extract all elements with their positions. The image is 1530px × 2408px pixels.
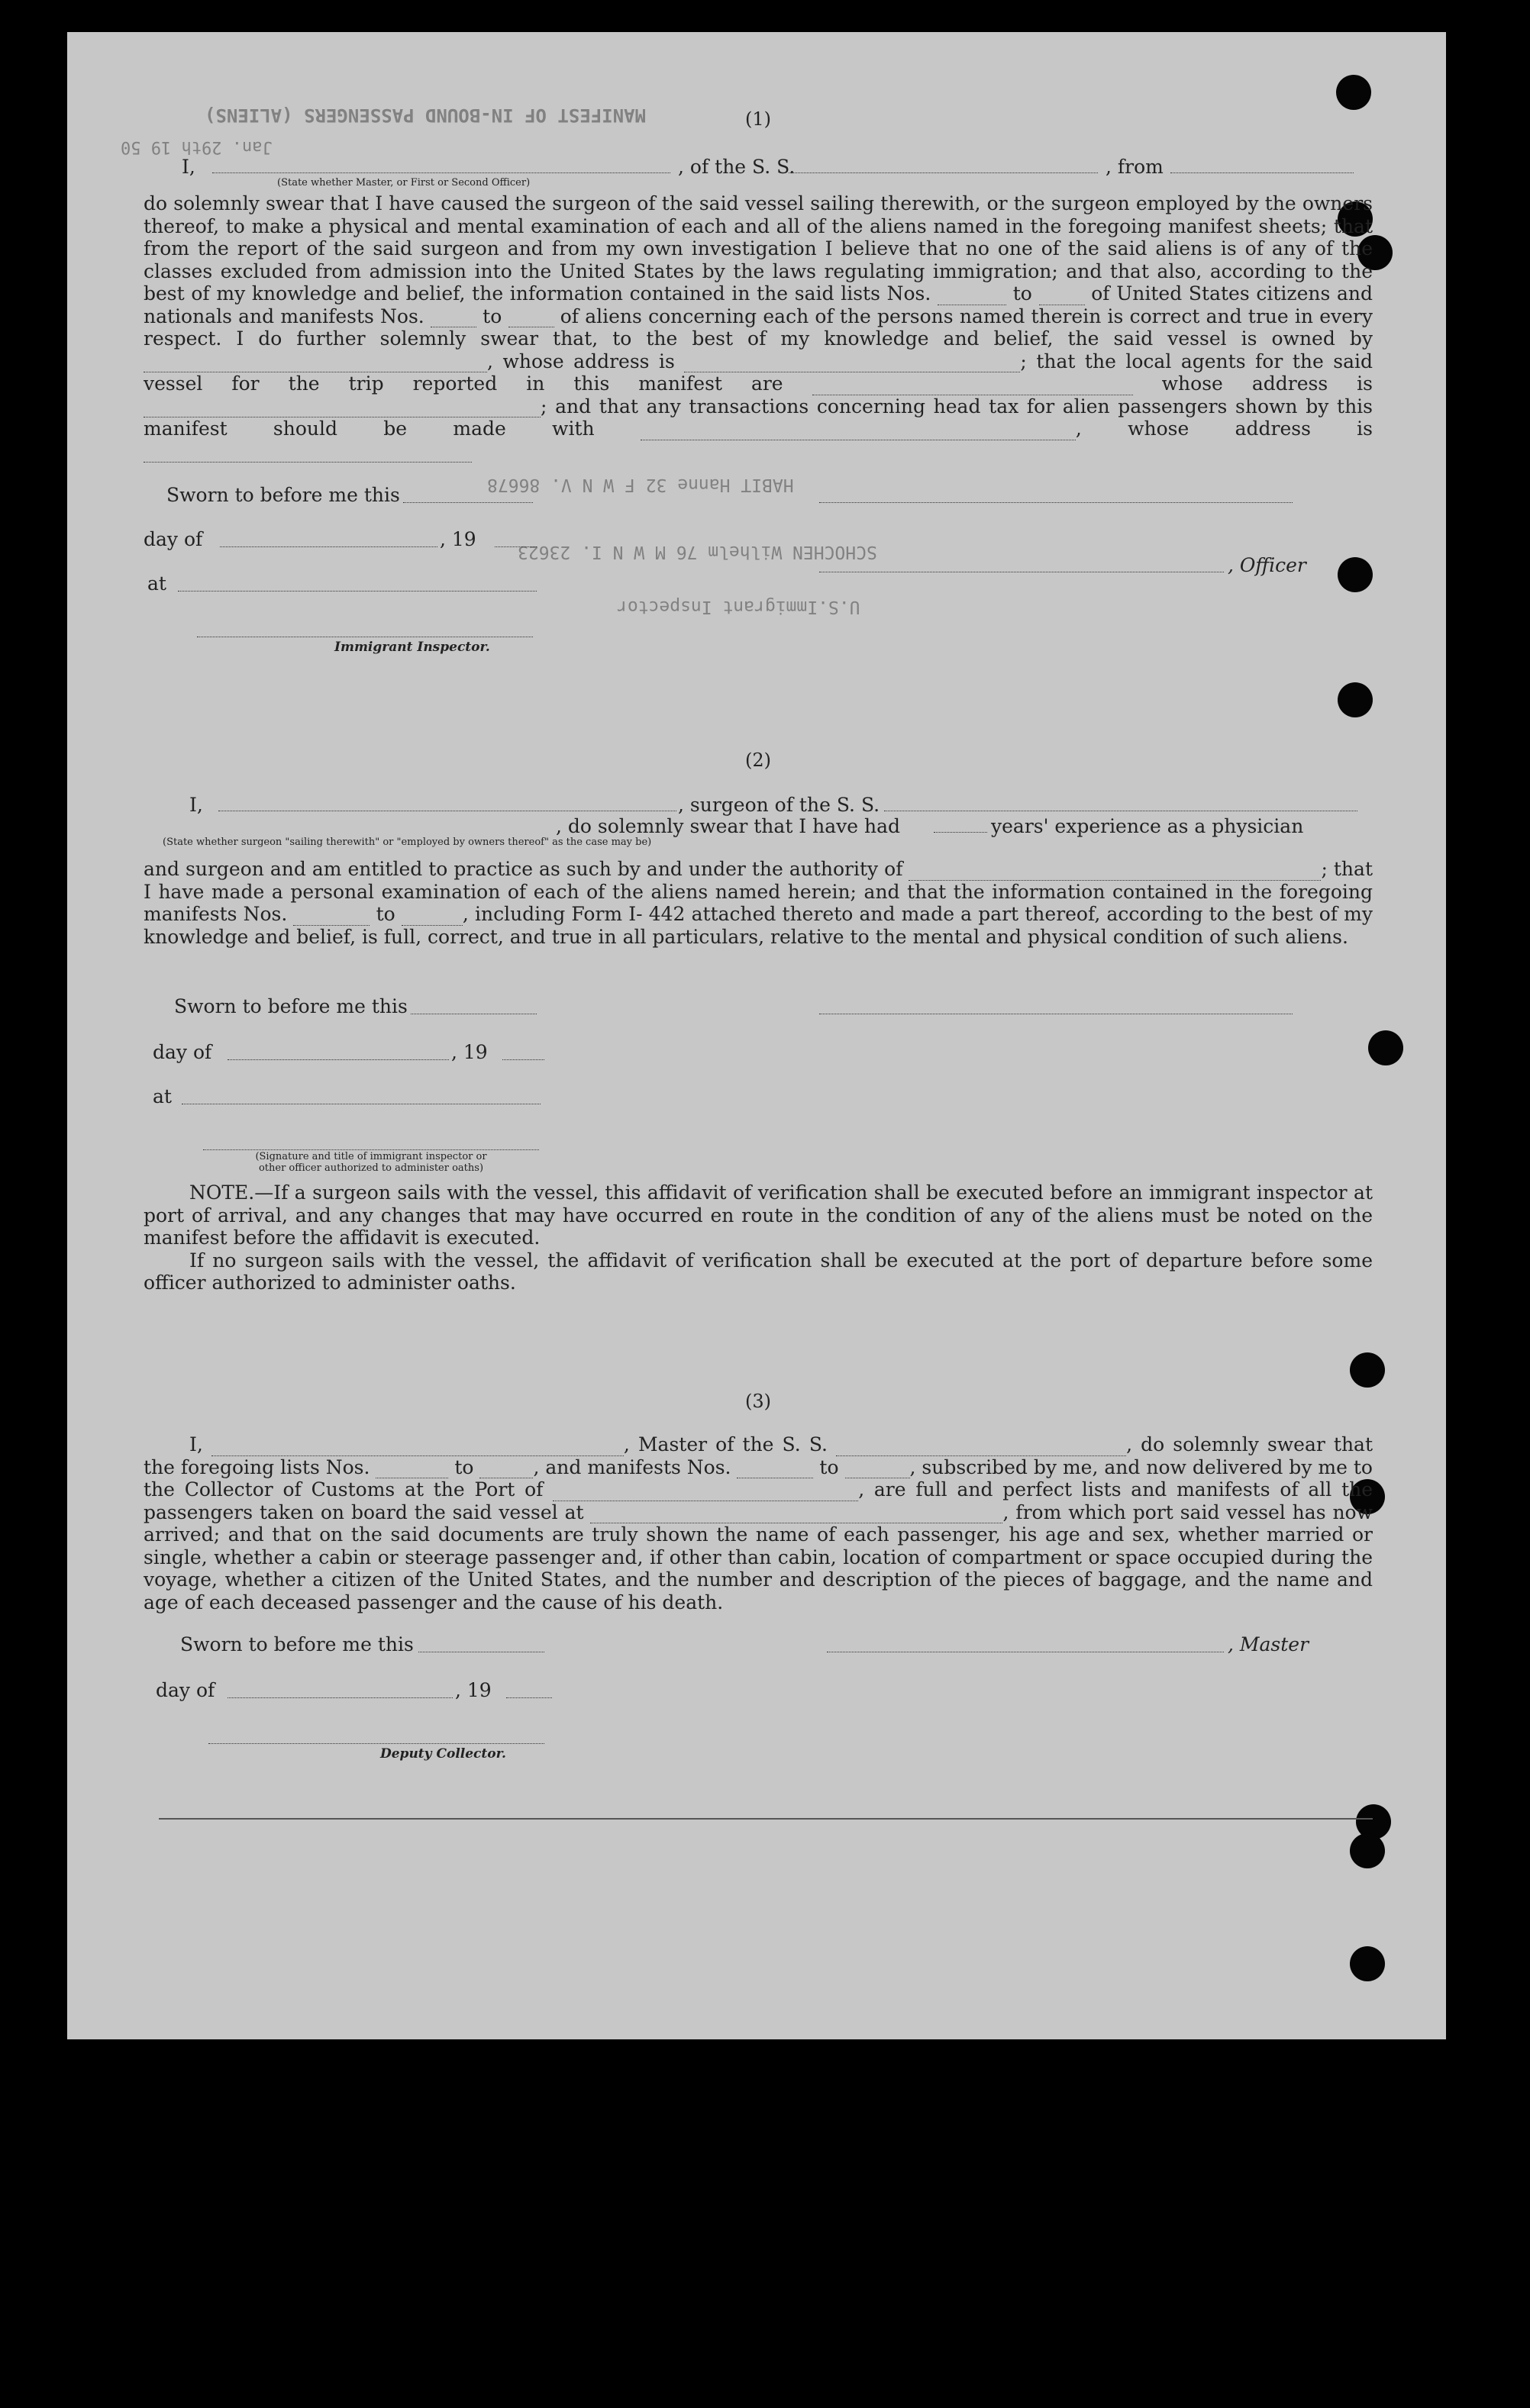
master-lists-to-field[interactable] — [479, 1461, 533, 1478]
master-signature-field[interactable] — [827, 1650, 1224, 1652]
master-manifests-to-field[interactable] — [845, 1461, 910, 1478]
section-2-text-a: and surgeon and am entitled to practice as such by and under the authority of — [144, 858, 903, 880]
port-field[interactable] — [553, 1484, 858, 1501]
manifest-page — [67, 32, 1446, 2039]
manifest-from-field[interactable] — [431, 310, 476, 327]
note-text-2: If no surgeon sails with the vessel, the affidavit of verification shall be executed at the port of departure before some officer authorized to administer oaths. — [144, 1249, 1373, 1294]
do-solemnly-label: , do solemnly — [1126, 1433, 1259, 1455]
to-label: to — [454, 1455, 474, 1478]
day-of-label-2: day of — [153, 1041, 212, 1063]
punch-hole — [1350, 1946, 1385, 1981]
year-field-1[interactable] — [495, 545, 537, 547]
section-3-text-e: , are full and perfect lists and — [858, 1478, 1167, 1501]
day-of-label-1: day of — [144, 528, 203, 550]
years-experience-label: years' experience as a physician — [991, 815, 1304, 837]
sworn-label-1: Sworn to before me this — [166, 484, 400, 506]
year-label-3: , 19 — [455, 1679, 492, 1701]
at-label-2: at — [153, 1085, 172, 1107]
sworn-day-field-3[interactable] — [418, 1650, 544, 1652]
boarding-port-field[interactable] — [590, 1506, 1002, 1523]
agents-field[interactable] — [812, 378, 1133, 395]
at-place-field-2[interactable] — [182, 1102, 541, 1104]
owner-address-field[interactable] — [684, 355, 1020, 372]
lists-from-field[interactable] — [938, 288, 1006, 305]
section-1-text-b: of United States citizens and nationals and manifests Nos. — [144, 282, 1373, 327]
surgeon-witness-signature-field[interactable] — [203, 1148, 539, 1150]
to-label: to — [819, 1455, 839, 1478]
from-label: , from — [1106, 156, 1164, 178]
authority-field[interactable] — [909, 863, 1321, 881]
master-vessel-field[interactable] — [836, 1439, 1126, 1456]
section-3-text-b: , and manifests Nos. — [533, 1455, 731, 1478]
section-2-text-c: , including Form I- 442 attached thereto and made a part thereof, according to the best of my knowledge and belief, is full, correct, and true in all particulars, relative to the mental and physical condition of such aliens. — [144, 903, 1373, 948]
lists-to-field[interactable] — [1039, 288, 1085, 305]
section-1-text-a: do solemnly swear that I have caused the surgeon of the said vessel sailing therewith, or the surgeon employed by the owners thereof, to make a physical and mental examination of each and all of the aliens named in the foregoing manifest sheets; that from the report of the said surgeon and from my own investigation I believe that no one of the said aliens is of any of the classes excluded from admission into the United States by the laws regulating immigration; and that also, according to the best of my knowledge and belief, the information contained in the said lists Nos. — [144, 192, 1373, 305]
month-field-1[interactable] — [220, 545, 437, 547]
surgeon-name-field[interactable] — [218, 809, 676, 811]
punch-hole — [1368, 1030, 1403, 1065]
master-lists-from-field[interactable] — [376, 1461, 448, 1478]
owner-field[interactable] — [144, 355, 487, 372]
manifest-to-field[interactable] — [508, 310, 554, 327]
section-2-i: I, — [189, 794, 203, 816]
section-2-number: (2) — [745, 749, 771, 771]
section-1-text-g: ; and that any transactions concerning head tax for alien passengers shown by this manifest should be made with — [144, 395, 1373, 440]
section-3-i: I, — [189, 1433, 203, 1455]
section-1-body: do solemnly swear that I have caused the surgeon of the said vessel sailing therewith, or the surgeon employed by the owners thereof, to make a physical and mental examination of each and all of the aliens named in the foregoing manifest sheets; that from the report of the said surgeon and from my own investigation I believe that no one of the said aliens is of any of the classes excluded from admission into the United States by the laws regulating immigration; and that also, according to the best of my knowledge and belief, the information contained in the said lists Nos. to of United States citizens and nationals and manifests Nos. to of aliens concerning each of the persons named therein is correct and true in every respect. I do further solemnly swear that, to the best of my knowledge and belief, the said vessel is owned by , whose address is ; that the local agents for the said vessel for the trip reported in this manifest are whose address is ; and that any transactions concerning head tax for alien passengers shown by this manifest should be made with , whose address is — [144, 192, 1373, 463]
sworn-label-2: Sworn to before me this — [174, 995, 408, 1017]
section-1-number: (1) — [745, 108, 771, 130]
head-tax-agent-field[interactable] — [641, 423, 1076, 440]
sworn-day-field-1[interactable] — [403, 501, 533, 503]
section-3-body — [144, 1433, 1373, 1613]
to-label: to — [376, 903, 395, 925]
surgeon-signature-field[interactable] — [819, 1012, 1293, 1014]
section-2-note — [144, 1181, 1373, 1294]
to-label: to — [483, 305, 502, 327]
punch-hole — [1338, 682, 1373, 717]
from-port-field[interactable] — [1170, 171, 1354, 173]
sworn-day-field-2[interactable] — [411, 1012, 537, 1014]
section-2-body: and surgeon and am entitled to practice as such by and under the authority of ; that I have made a personal examination of each of the aliens named herein; and that the information contained in the foregoing manifests Nos. to , including Form I- 442 attached thereto and made a part thereof, according to the best of my knowledge and belief, is full, correct, and true in all particulars, relative to the mental and physical condition of such aliens. — [144, 858, 1373, 948]
section-3-text-d: delivered by me to the Collector of Customs at the Port of — [144, 1455, 1373, 1501]
section-3-text-h: port said vessel has now arrived; and that on the said documents are truly shown the name of each passenger, his age and sex, whether married or single, whether a cabin or steerage passenger and, if other than cabin, location of compartment or space occupied during the voyage, whether a citizen of the United States, and the number and description of the pieces of baggage, and the name and age of each deceased passenger and the cause of his death. — [144, 1501, 1373, 1613]
state-officer-caption: (State whether Master, or First or Second Officer) — [277, 177, 531, 189]
master-label: , Master — [1228, 1633, 1309, 1655]
master-manifests-from-field[interactable] — [737, 1461, 813, 1478]
section-3-text-f: manifests of all the passengers taken on board the said vessel at — [144, 1478, 1373, 1523]
master-name-field-3[interactable] — [211, 1439, 624, 1456]
of-ss-label: , of the S. S. — [678, 156, 796, 178]
years-experience-field[interactable] — [934, 830, 987, 833]
section-3-text-g: , from which — [1002, 1501, 1126, 1523]
master-name-field[interactable] — [212, 171, 670, 173]
surgeon-manifests-to-field[interactable] — [402, 908, 463, 926]
note-text-1: —If a surgeon sails with the vessel, this affidavit of verification shall be executed before an immigrant inspector at port of arrival, and any changes that may have occurred en route in the condition of any of the aliens must be noted on the manifest before the affidavit is executed. — [144, 1181, 1373, 1249]
vessel-name-field[interactable] — [789, 171, 1098, 173]
year-label-2: , 19 — [451, 1041, 488, 1063]
inspector-signature-field[interactable] — [197, 635, 533, 637]
punch-hole — [1350, 1833, 1385, 1868]
collector-signature-field[interactable] — [208, 1742, 544, 1744]
section-1-text-c: of aliens concerning each of the persons named therein is correct and true in every respect. I do further solemnly swear that, to the best of my knowledge and belief, the said vessel is owned by — [144, 305, 1373, 350]
year-field-3[interactable] — [506, 1696, 552, 1698]
at-label-1: at — [147, 572, 166, 595]
signature-caption-line-2: other officer authorized to administer oaths) — [258, 1162, 484, 1174]
state-surgeon-caption: (State whether surgeon "sailing therewith" or "employed by owners thereof" as the case may be) — [163, 837, 652, 848]
bleed-through-date: Jan. 29th 19 50 — [121, 137, 273, 156]
immigrant-inspector-caption: Immigrant Inspector. — [334, 640, 490, 655]
officer-label: , Officer — [1228, 554, 1306, 576]
surgeon-swear-label: , do solemnly swear that I have had — [556, 815, 901, 837]
section-2-text-b: that I have made a personal examination of each of the aliens named herein; and that the information contained in the foregoing manifests Nos. — [144, 858, 1373, 925]
to-label: to — [1012, 282, 1032, 305]
surgeon-manifests-from-field[interactable] — [293, 908, 370, 926]
head-tax-address-field[interactable] — [144, 445, 472, 463]
note-label: NOTE. — [189, 1181, 255, 1204]
section-1-text-h: , whose address is — [1075, 417, 1373, 440]
officer-signature-line-top[interactable] — [819, 501, 1293, 503]
month-field-2[interactable] — [228, 1058, 449, 1060]
section-3-text-a: swear that the foregoing lists Nos. — [144, 1433, 1373, 1478]
at-place-field-1[interactable] — [178, 589, 537, 592]
bleed-through-inspector: U.S.Immigrant Inspector — [617, 597, 860, 617]
agents-address-field[interactable] — [144, 400, 541, 417]
bottom-rule — [159, 1818, 1373, 1820]
day-of-label-3: day of — [156, 1679, 215, 1701]
signature-title-caption — [203, 1151, 539, 1174]
officer-signature-field[interactable] — [819, 570, 1224, 572]
year-label-1: , 19 — [440, 528, 476, 550]
bleed-through-row-2: SCHOCHEN Wilhelm 76 M W N I. 23623 — [518, 542, 877, 562]
bleed-through-row-1: HABIT Hanne 32 F W N V. 86678 — [487, 475, 794, 495]
section-1-text-d: , whose address is — [487, 350, 675, 372]
sworn-label-3: Sworn to before me this — [180, 1633, 414, 1655]
punch-hole — [1336, 75, 1371, 110]
master-of-label: , Master of the S. S. — [623, 1433, 828, 1455]
punch-hole — [1350, 1352, 1385, 1388]
section-1-i: I, — [182, 156, 195, 178]
year-field-2[interactable] — [502, 1058, 544, 1060]
deputy-collector-caption: Deputy Collector. — [380, 1746, 506, 1762]
punch-hole — [1338, 557, 1373, 592]
surgeon-vessel-field[interactable] — [884, 809, 1357, 811]
section-1-text-e: that the local agents for the said vessel for the trip reported in this manifest are — [144, 350, 1373, 395]
section-1-text-f: whose address is — [1161, 372, 1373, 395]
bleed-through-title: MANIFEST OF IN-BOUND PASSENGERS (ALIENS) — [205, 105, 646, 126]
section-3-text-c: , subscribed by me, and now — [909, 1455, 1186, 1478]
month-field-3[interactable] — [228, 1696, 453, 1698]
surgeon-of-label: , surgeon of the S. S. — [678, 794, 880, 816]
section-3-number: (3) — [745, 1391, 771, 1412]
signature-caption-line-1: (Signature and title of immigrant inspector or — [255, 1151, 487, 1162]
